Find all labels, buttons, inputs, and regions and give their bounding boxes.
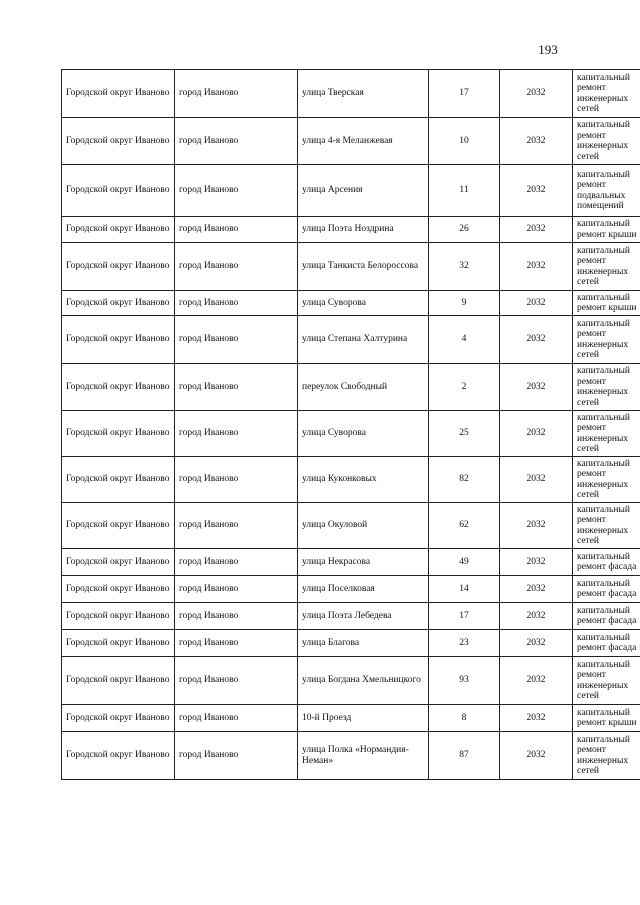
city-cell: город Иваново xyxy=(175,217,298,243)
street-cell: улица Тверская xyxy=(298,70,429,118)
street-cell: улица Окуловой xyxy=(298,503,429,549)
house-number-cell: 25 xyxy=(429,411,500,457)
year-cell: 2032 xyxy=(500,630,573,657)
work-type-cell: капитальный ремонт фасада xyxy=(573,630,640,657)
street-cell: улица Поэта Лебедева xyxy=(298,603,429,630)
table-row xyxy=(62,657,640,705)
city-cell: город Иваново xyxy=(175,705,298,732)
house-number-cell: 82 xyxy=(429,457,500,503)
house-number-cell: 11 xyxy=(429,165,500,217)
year-cell: 2032 xyxy=(500,118,573,165)
city-cell: город Иваново xyxy=(175,503,298,549)
house-number-cell: 26 xyxy=(429,217,500,243)
district-cell: Городской округ Иваново xyxy=(62,243,175,291)
street-cell: улица Куконковых xyxy=(298,457,429,503)
table-row xyxy=(62,70,640,118)
district-cell: Городской округ Иваново xyxy=(62,603,175,630)
house-number-cell: 62 xyxy=(429,503,500,549)
work-type-cell: капитальный ремонт инженерных сетей xyxy=(573,364,640,411)
year-cell: 2032 xyxy=(500,291,573,316)
district-cell: Городской округ Иваново xyxy=(62,576,175,603)
district-cell: Городской округ Иваново xyxy=(62,364,175,411)
year-cell: 2032 xyxy=(500,70,573,118)
street-cell: 10-й Проезд xyxy=(298,705,429,732)
work-type-cell: капитальный ремонт инженерных сетей xyxy=(573,70,640,118)
work-type-cell: капитальный ремонт инженерных сетей xyxy=(573,503,640,549)
year-cell: 2032 xyxy=(500,165,573,217)
house-number-cell: 2 xyxy=(429,364,500,411)
year-cell: 2032 xyxy=(500,732,573,780)
table-row xyxy=(62,630,640,657)
house-number-cell: 49 xyxy=(429,549,500,576)
district-cell: Городской округ Иваново xyxy=(62,165,175,217)
year-cell: 2032 xyxy=(500,316,573,364)
year-cell: 2032 xyxy=(500,503,573,549)
work-type-cell: капитальный ремонт фасада xyxy=(573,603,640,630)
table-row xyxy=(62,217,640,243)
street-cell: улица Благова xyxy=(298,630,429,657)
table-row xyxy=(62,118,640,165)
table-row xyxy=(62,576,640,603)
district-cell: Городской округ Иваново xyxy=(62,630,175,657)
year-cell: 2032 xyxy=(500,549,573,576)
city-cell: город Иваново xyxy=(175,630,298,657)
district-cell: Городской округ Иваново xyxy=(62,316,175,364)
city-cell: город Иваново xyxy=(175,364,298,411)
street-cell: улица Суворова xyxy=(298,291,429,316)
house-number-cell: 32 xyxy=(429,243,500,291)
street-cell: улица Степана Халтурина xyxy=(298,316,429,364)
table-row xyxy=(62,503,640,549)
house-number-cell: 8 xyxy=(429,705,500,732)
house-number-cell: 23 xyxy=(429,630,500,657)
street-cell: улица Танкиста Белороссова xyxy=(298,243,429,291)
street-cell: улица Поселковая xyxy=(298,576,429,603)
table-row xyxy=(62,291,640,316)
work-type-cell: капитальный ремонт инженерных сетей xyxy=(573,411,640,457)
house-number-cell: 10 xyxy=(429,118,500,165)
district-cell: Городской округ Иваново xyxy=(62,411,175,457)
table-row xyxy=(62,364,640,411)
year-cell: 2032 xyxy=(500,576,573,603)
house-number-cell: 87 xyxy=(429,732,500,780)
work-type-cell: капитальный ремонт крыши xyxy=(573,217,640,243)
year-cell: 2032 xyxy=(500,411,573,457)
district-cell: Городской округ Иваново xyxy=(62,732,175,780)
work-type-cell: капитальный ремонт подвальных помещений xyxy=(573,165,640,217)
year-cell: 2032 xyxy=(500,657,573,705)
street-cell: переулок Свободный xyxy=(298,364,429,411)
city-cell: город Иваново xyxy=(175,243,298,291)
work-type-cell: капитальный ремонт фасада xyxy=(573,549,640,576)
year-cell: 2032 xyxy=(500,457,573,503)
year-cell: 2032 xyxy=(500,705,573,732)
district-cell: Городской округ Иваново xyxy=(62,291,175,316)
city-cell: город Иваново xyxy=(175,411,298,457)
city-cell: город Иваново xyxy=(175,603,298,630)
table-row xyxy=(62,549,640,576)
work-type-cell: капитальный ремонт крыши xyxy=(573,705,640,732)
street-cell: улица Полка «Нормандия-Неман» xyxy=(298,732,429,780)
city-cell: город Иваново xyxy=(175,657,298,705)
work-type-cell: капитальный ремонт крыши xyxy=(573,291,640,316)
district-cell: Городской округ Иваново xyxy=(62,503,175,549)
work-type-cell: капитальный ремонт фасада xyxy=(573,576,640,603)
street-cell: улица Богдана Хмельницкого xyxy=(298,657,429,705)
table-row xyxy=(62,411,640,457)
year-cell: 2032 xyxy=(500,243,573,291)
city-cell: город Иваново xyxy=(175,118,298,165)
table-row xyxy=(62,243,640,291)
district-cell: Городской округ Иваново xyxy=(62,217,175,243)
street-cell: улица Некрасова xyxy=(298,549,429,576)
table-row xyxy=(62,457,640,503)
table-row xyxy=(62,165,640,217)
house-number-cell: 14 xyxy=(429,576,500,603)
city-cell: город Иваново xyxy=(175,291,298,316)
table-row xyxy=(62,603,640,630)
table-row xyxy=(62,316,640,364)
district-cell: Городской округ Иваново xyxy=(62,70,175,118)
house-number-cell: 4 xyxy=(429,316,500,364)
city-cell: город Иваново xyxy=(175,165,298,217)
year-cell: 2032 xyxy=(500,603,573,630)
city-cell: город Иваново xyxy=(175,70,298,118)
year-cell: 2032 xyxy=(500,364,573,411)
work-type-cell: капитальный ремонт инженерных сетей xyxy=(573,732,640,780)
page-number: 193 xyxy=(538,42,558,57)
work-type-cell: капитальный ремонт инженерных сетей xyxy=(573,457,640,503)
house-number-cell: 93 xyxy=(429,657,500,705)
city-cell: город Иваново xyxy=(175,549,298,576)
year-cell: 2032 xyxy=(500,217,573,243)
city-cell: город Иваново xyxy=(175,576,298,603)
house-number-cell: 17 xyxy=(429,603,500,630)
table-row xyxy=(62,732,640,780)
street-cell: улица Арсения xyxy=(298,165,429,217)
street-cell: улица 4-я Меланжевая xyxy=(298,118,429,165)
work-type-cell: капитальный ремонт инженерных сетей xyxy=(573,243,640,291)
repair-schedule-table xyxy=(61,69,640,780)
district-cell: Городской округ Иваново xyxy=(62,657,175,705)
city-cell: город Иваново xyxy=(175,732,298,780)
work-type-cell: капитальный ремонт инженерных сетей xyxy=(573,657,640,705)
street-cell: улица Поэта Ноздрина xyxy=(298,217,429,243)
work-type-cell: капитальный ремонт инженерных сетей xyxy=(573,316,640,364)
city-cell: город Иваново xyxy=(175,316,298,364)
house-number-cell: 9 xyxy=(429,291,500,316)
district-cell: Городской округ Иваново xyxy=(62,457,175,503)
street-cell: улица Суворова xyxy=(298,411,429,457)
district-cell: Городской округ Иваново xyxy=(62,118,175,165)
district-cell: Городской округ Иваново xyxy=(62,705,175,732)
table-row xyxy=(62,705,640,732)
house-number-cell: 17 xyxy=(429,70,500,118)
work-type-cell: капитальный ремонт инженерных сетей xyxy=(573,118,640,165)
city-cell: город Иваново xyxy=(175,457,298,503)
district-cell: Городской округ Иваново xyxy=(62,549,175,576)
